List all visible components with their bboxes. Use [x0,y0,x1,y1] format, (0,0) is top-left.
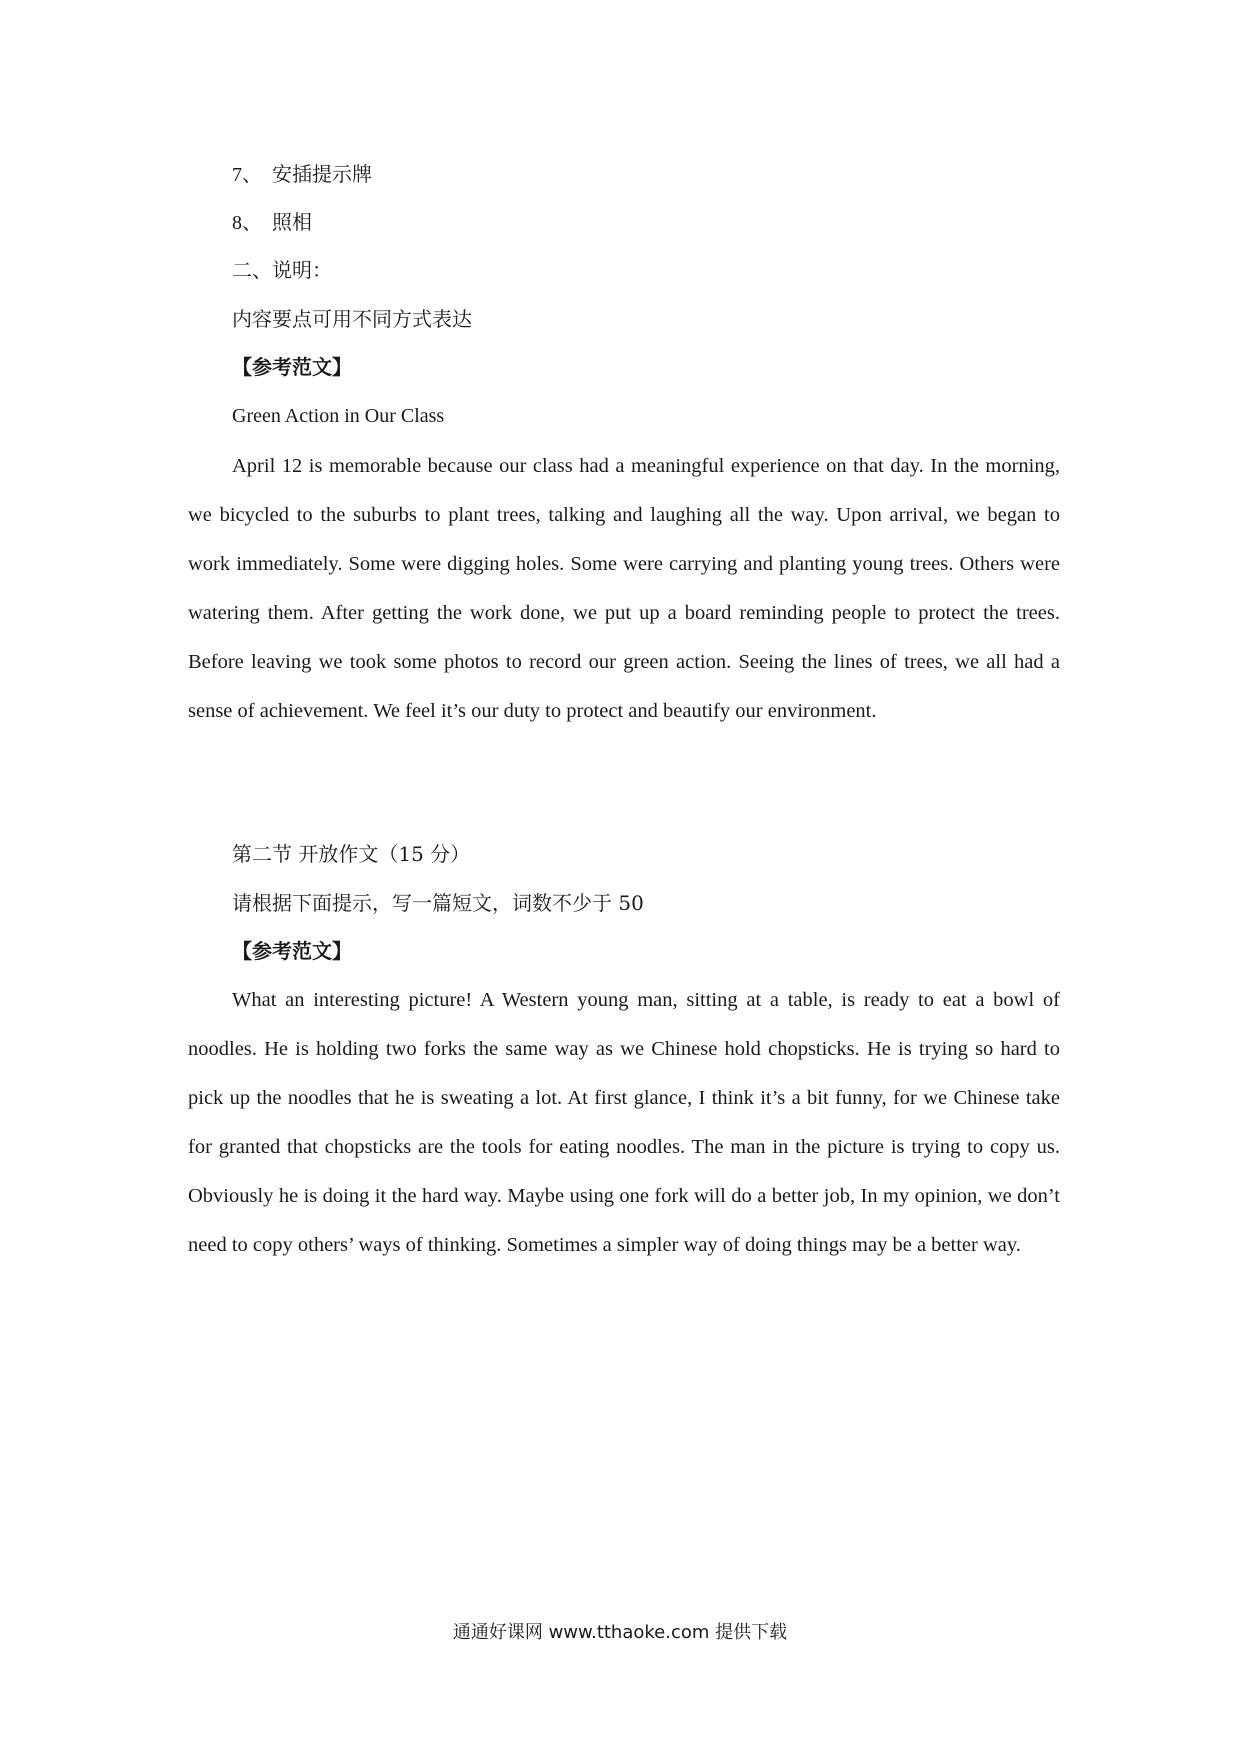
list-item-8 [232,208,312,237]
section-heading: 第二节 开放作文（15 分） [232,842,471,866]
essay-body-2: What an interesting picture! A Western young man, sitting at a table, is ready to eat a bowl of noodles. He is holding two forks the same way as we Chinese hold chopsticks. He is trying so hard to pick up the noodles that he is sweating a lot. At first glance, I think it’s a bit funny, for we Chinese take for granted that chopsticks are the tools for eating noodles. The man in the picture is trying to copy us. Obviously he is doing it the hard way. Maybe using one fork will do a better job, In my opinion, we don’t need to copy others’ ways of thinking. Sometimes a simpler way of doing things may be a better way. [188,989,1060,1256]
note-heading: 二、说明： [232,258,332,282]
essay-title: Green Action in Our Class [232,405,445,427]
list-item-number: 8、 [232,212,262,234]
list-item-text: 照相 [272,210,312,234]
list-item-number: 7、 [232,164,262,186]
list-item-7 [232,160,372,189]
essay-body-1: April 12 is memorable because our class had a meaningful experience on that day. In the morning, we bicycled to the suburbs to plant trees, talking and laughing all the way. Upon arrival, we began to work immediately. Some were digging holes. Some were carrying and planting young trees. Others were watering them. After getting the work done, we put up a board reminding people to protect the trees. Before leaving we took some photos to record our green action. Seeing the lines of trees, we all had a sense of achievement. We feel it’s our duty to protect and beautify our environment. [188,455,1060,722]
sample-label-2: 【参考范文】 [232,939,352,963]
list-item-text: 安插提示牌 [272,162,372,186]
sample-label-1: 【参考范文】 [232,355,352,379]
instruction-text: 请根据下面提示，写一篇短文，词数不少于 50 [232,891,644,915]
footer-text: 通通好课网 www.tthaoke.com 提供下载 [452,1622,788,1643]
note-text: 内容要点可用不同方式表达 [232,307,472,331]
